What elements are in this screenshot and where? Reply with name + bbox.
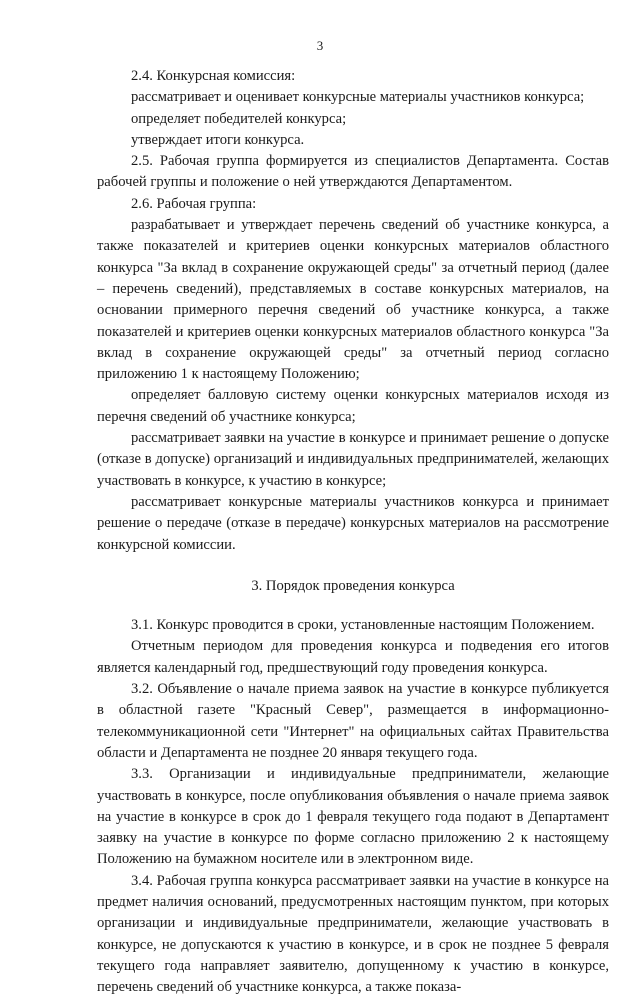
paragraph-3-2: 3.2. Объявление о начале приема заявок на участие в конкурсе публикуется в областной газете "Красный Север", размещается в информационно-телекоммуникационной сети "Интернет" на официальных сайтах Правительства области и Департамента не позднее 20 января текущего года. [97, 681, 609, 761]
paragraph-2-6-item-1: разрабатывает и утверждает перечень сведений об участнике конкурса, а также показателей и критериев оценки конкурсных материалов областного конкурса "За вклад в сохранение окружающей среды" за отчетный период (далее – перечень сведений), представляемых в составе конкурсных материалов, на основании примерного перечня сведений об участнике конкурса, а также показателей и критериев оценки конкурсных материалов областного конкурса "За вклад в сохранение окружающей среды" за отчетный период согласно приложению 1 к настоящему Положению; [97, 217, 609, 383]
document-body [97, 66, 609, 998]
paragraph-2-4-title: 2.4. Конкурсная комиссия: [131, 68, 296, 84]
paragraph-2-5: 2.5. Рабочая группа формируется из специалистов Департамента. Состав рабочей группы и положение о ней утверждаются Департаментом. [97, 153, 609, 191]
page-number: 3 [316, 38, 324, 53]
paragraph-2-6-item-2: определяет балловую систему оценки конкурсных материалов исходя из перечня сведений об участнике конкурса; [97, 387, 609, 425]
paragraph-2-6-item-3: рассматривает заявки на участие в конкурсе и принимает решение о допуске (отказе в допуске) организаций и индивидуальных предпринимателей, желающих участвовать в конкурсе, к участию в конкурсе; [97, 430, 609, 489]
paragraph-2-6-item-4: рассматривает конкурсные материалы участников конкурса и принимает решение о передаче (отказе в передаче) конкурсных материалов на рассмотрение конкурсной комиссии. [97, 493, 609, 553]
paragraph-2-4-item-3: утверждает итоги конкурса. [131, 131, 305, 148]
paragraph-2-4-item-1: рассматривает и оценивает конкурсные материалы участников конкурса; [131, 89, 585, 106]
paragraph-reporting-period: Отчетным периодом для проведения конкурса и подведения его итогов является календарный год, предшествующий году проведения конкурса. [97, 638, 609, 676]
section-heading: 3. Порядок проведения конкурса [251, 577, 455, 594]
paragraph-3-4: 3.4. Рабочая группа конкурса рассматривает заявки на участие в конкурсе на предмет наличия оснований, предусмотренных настоящим пунктом, при которых организации и индивидуальные предприниматели, желающие участвовать в конкурсе, не допускаются к участию в конкурсе, и в срок не позднее 5 февраля текущего года направляет заявителю, допущенному к участию в конкурсе, перечень сведений об участнике конкурса, а также показа- [97, 872, 609, 996]
paragraph-3-3: 3.3. Организации и индивидуальные предприниматели, желающие участвовать в конкурсе, после опубликования объявления о начале приема заявок на участие в конкурсе в срок до 1 февраля текущего года подают в Департамент заявку на участие в конкурсе по форме согласно приложению 2 к настоящему Положению на бумажном носителе или в электронном виде. [97, 766, 609, 868]
paragraph-3-1: 3.1. Конкурс проводится в сроки, установленные настоящим Положением. [131, 617, 595, 634]
paragraph-2-4-item-2: определяет победителей конкурса; [131, 110, 347, 127]
paragraph-2-6-title: 2.6. Рабочая группа: [131, 195, 257, 212]
